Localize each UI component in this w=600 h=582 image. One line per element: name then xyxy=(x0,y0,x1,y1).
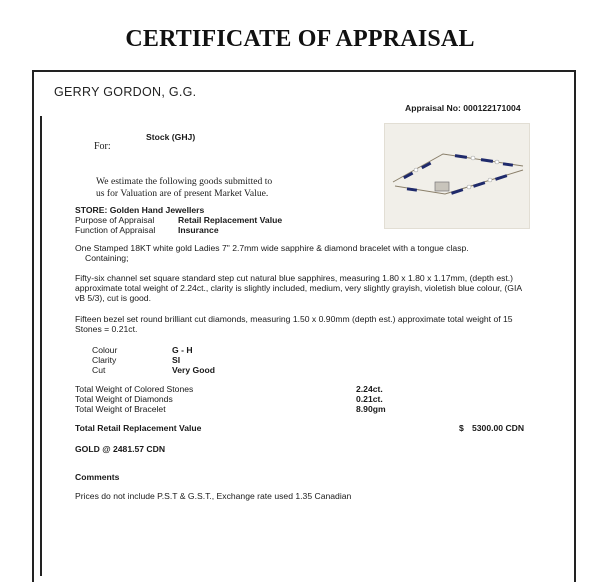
purpose-value: Retail Replacement Value xyxy=(178,215,283,225)
clasp-shape xyxy=(435,182,449,191)
for-label: For: xyxy=(94,141,111,152)
for-value: Stock (GHJ) xyxy=(146,132,196,142)
cut-label: Cut xyxy=(92,365,106,375)
inner-border-line xyxy=(40,116,42,576)
total-currency: $ xyxy=(459,423,464,433)
weight-bracelet-value: 8.90gm xyxy=(356,404,386,414)
certificate-title: CERTIFICATE OF APPRAISAL xyxy=(125,26,475,52)
clarity-value: SI xyxy=(172,355,181,365)
weight-diamonds-label: Total Weight of Diamonds xyxy=(75,394,173,404)
diamonds-description: Fifteen bezel set round brilliant cut diamonds, measuring 1.50 x 0.90mm (depth est.) approximate total weight of 15 Stones = 0.21ct. xyxy=(75,314,513,335)
intro-line-2: us for Valuation are of present Market Value. xyxy=(96,188,269,199)
store-name: STORE: Golden Hand Jewellers xyxy=(75,205,205,215)
description-line-2: Containing; xyxy=(85,253,129,263)
appraiser-name: GERRY GORDON, G.G. xyxy=(54,85,197,99)
appraisal-number: Appraisal No: 000122171004 xyxy=(405,103,521,113)
comments-heading: Comments xyxy=(75,472,120,482)
purpose-label: Purpose of Appraisal xyxy=(75,215,155,225)
comments-text: Prices do not include P.S.T & G.S.T., Exchange rate used 1.35 Canadian xyxy=(75,491,352,501)
weight-colored-value: 2.24ct. xyxy=(356,384,383,394)
weight-bracelet-label: Total Weight of Bracelet xyxy=(75,404,166,414)
function-value: Insurance xyxy=(178,225,219,235)
intro-line-1: We estimate the following goods submitted to xyxy=(96,176,273,187)
weight-diamonds-value: 0.21ct. xyxy=(356,394,383,404)
clarity-label: Clarity xyxy=(92,355,117,365)
weight-colored-label: Total Weight of Colored Stones xyxy=(75,384,194,394)
sapphires-description: Fifty-six channel set square standard step cut natural blue sapphires, measuring 1.80 x 1.80 x 1.17mm, (depth est.) approximate total weight of 2.24ct., clarity is slightly included, medium, very slightly grayish, violetish blue colour, (GIA vB 5/3), cut is good. xyxy=(75,273,522,304)
colour-label: Colour xyxy=(92,345,118,355)
cut-value: Very Good xyxy=(172,365,215,375)
colour-value: G - H xyxy=(172,345,193,355)
total-value-label: Total Retail Replacement Value xyxy=(75,423,202,433)
description-line-1: One Stamped 18KT white gold Ladies 7" 2.7mm wide sapphire & diamond bracelet with a tongue clasp. xyxy=(75,243,469,253)
gold-rate: GOLD @ 2481.57 CDN xyxy=(75,444,166,454)
function-label: Function of Appraisal xyxy=(75,225,156,235)
total-value: 5300.00 CDN xyxy=(472,423,525,433)
bracelet-image xyxy=(385,124,529,228)
bracelet-photo xyxy=(384,123,530,229)
